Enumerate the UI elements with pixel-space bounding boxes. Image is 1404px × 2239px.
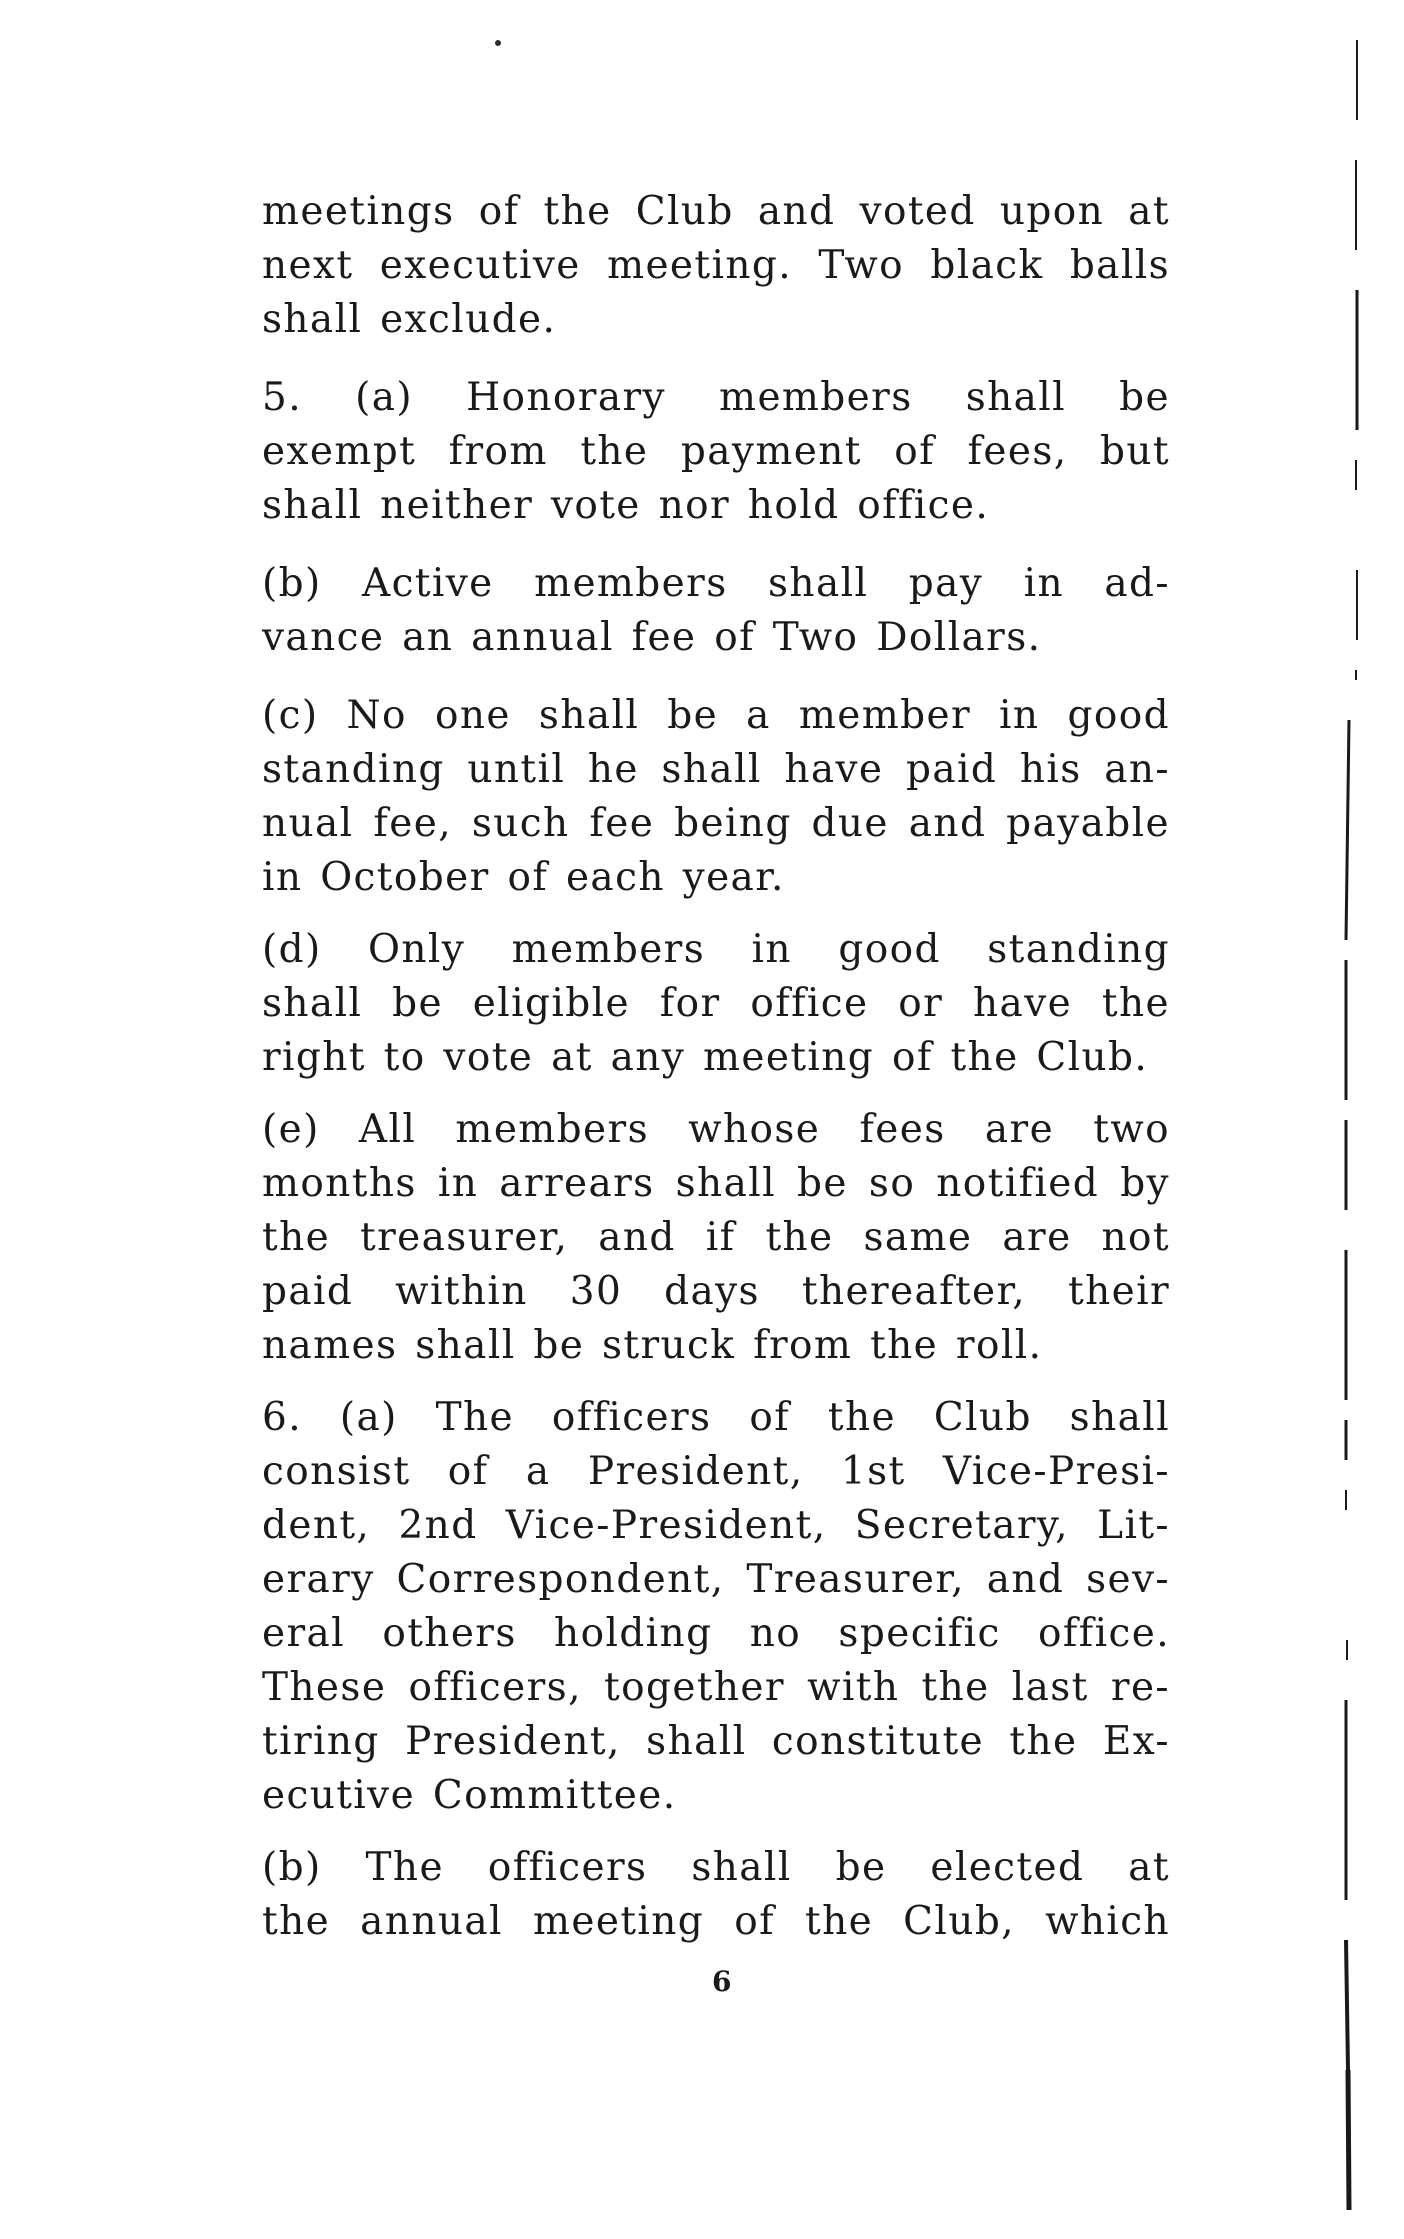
text-line: meetings of the Club and voted upon at <box>262 189 1170 234</box>
paragraph-good-standing-fee <box>262 689 1170 905</box>
binding-edge <box>1340 20 1370 2220</box>
paragraph-officer-election <box>262 1841 1170 1949</box>
text-line: the annual meeting of the Club, which <box>262 1899 1170 1944</box>
text-line: shall be eligible for office or have the <box>262 981 1170 1026</box>
page-number: 6 <box>712 1965 732 1998</box>
binding-edge-marks <box>1340 20 1370 2220</box>
text-line: paid within 30 days thereafter, their <box>262 1269 1170 1314</box>
text-line: 5. (a) Honorary members shall be <box>262 375 1170 420</box>
text-line: in October of each year. <box>262 855 785 900</box>
text-line: (b) The officers shall be elected at <box>262 1845 1170 1890</box>
text-line: 6. (a) The officers of the Club shall <box>262 1395 1170 1440</box>
text-line: erary Correspondent, Treasurer, and sev- <box>262 1557 1170 1602</box>
text-line: dent, 2nd Vice-President, Secretary, Lit- <box>262 1503 1170 1548</box>
text-line: exempt from the payment of fees, but <box>262 429 1170 474</box>
text-line: consist of a President, 1st Vice-Presi- <box>262 1449 1170 1494</box>
text-line: (d) Only members in good standing <box>262 927 1170 972</box>
text-line: months in arrears shall be so notified by <box>262 1161 1170 1206</box>
text-line: right to vote at any meeting of the Club. <box>262 1035 1149 1080</box>
text-line: ecutive Committee. <box>262 1773 677 1818</box>
text-line: vance an annual fee of Two Dollars. <box>262 615 1042 660</box>
text-line: shall exclude. <box>262 297 557 342</box>
paragraph-honorary-members <box>262 371 1170 533</box>
text-line: next executive meeting. Two black balls <box>262 243 1170 288</box>
paragraph-arrears <box>262 1103 1170 1373</box>
text-line: (b) Active members shall pay in ad- <box>262 561 1170 606</box>
text-line: These officers, together with the last re- <box>262 1665 1170 1710</box>
paragraph-eligibility <box>262 923 1170 1085</box>
text-line: (c) No one shall be a member in good <box>262 693 1170 738</box>
text-line: the treasurer, and if the same are not <box>262 1215 1170 1260</box>
paragraph-membership-vote <box>262 185 1170 347</box>
text-line: (e) All members whose fees are two <box>262 1107 1170 1152</box>
text-line: eral others holding no specific office. <box>262 1611 1170 1656</box>
paragraph-officers <box>262 1391 1170 1823</box>
text-line: nual fee, such fee being due and payable <box>262 801 1170 846</box>
text-line: standing until he shall have paid his an- <box>262 747 1170 792</box>
text-line: tiring President, shall constitute the Ex- <box>262 1719 1170 1764</box>
paragraph-active-members-fee <box>262 557 1170 665</box>
ink-speck <box>495 40 501 46</box>
text-line: names shall be struck from the roll. <box>262 1323 1043 1368</box>
body-text <box>262 185 1170 1973</box>
text-line: shall neither vote nor hold office. <box>262 483 990 528</box>
